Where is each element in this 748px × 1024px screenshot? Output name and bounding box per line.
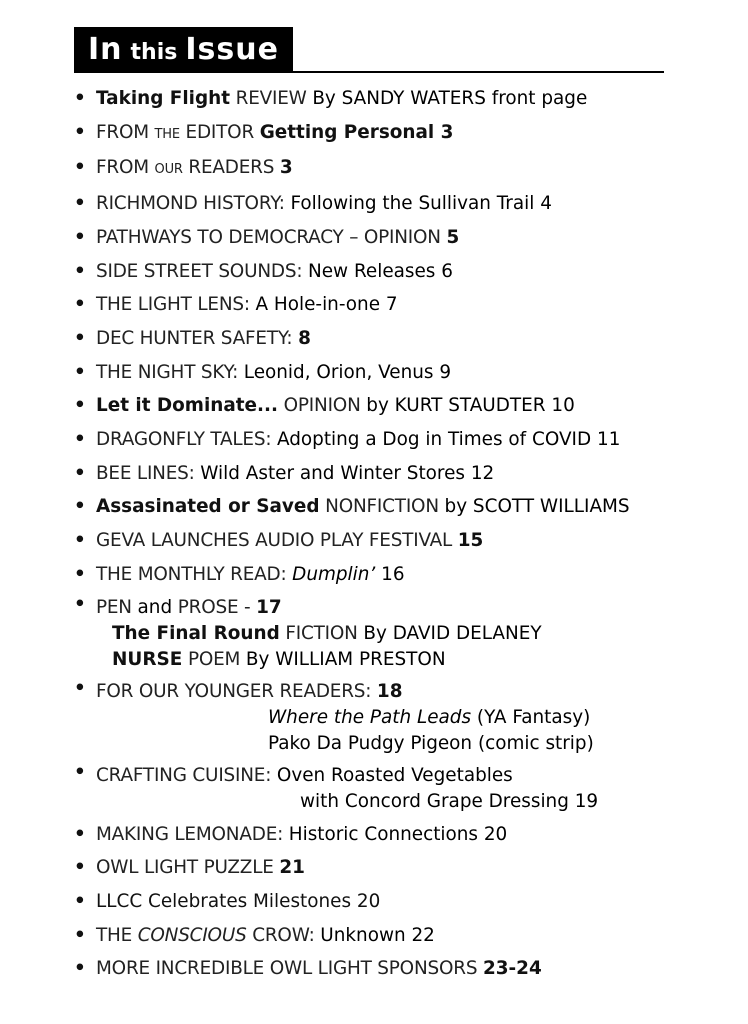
toc-detail: Unknown 22 [320, 924, 435, 946]
toc-title-italic: Where the Path Leads [268, 706, 472, 728]
toc-section: PROSE - [172, 596, 257, 618]
toc-detail: By SANDY WATERS front page [312, 88, 588, 109]
toc-section-small: THE [154, 126, 180, 142]
toc-title: Let it Dominate... [96, 395, 278, 417]
bullet: • [74, 593, 86, 615]
toc-item[interactable] [74, 255, 694, 289]
toc-section: CRAFTING CUISINE: [96, 764, 277, 786]
toc-title: NURSE [112, 648, 183, 670]
header-word-issue: Issue [185, 31, 279, 67]
toc-detail: Adopting a Dog in Times of COVID 11 [276, 429, 621, 451]
toc-section: THE LIGHT LENS: [96, 294, 256, 316]
toc-section: REVIEW [230, 88, 313, 109]
bullet: • [74, 88, 86, 109]
toc-section: FICTION [279, 622, 364, 644]
toc-detail: Wild Aster and Winter Stores 12 [200, 462, 495, 484]
toc-page: 23-24 [482, 958, 542, 980]
bullet: • [74, 121, 86, 143]
toc-section: RICHMOND HISTORY: [96, 193, 291, 215]
toc-item[interactable] [74, 82, 694, 116]
bullet: • [74, 193, 86, 215]
toc-detail: By DAVID DELANEY [363, 622, 542, 644]
toc-detail: by SCOTT WILLIAMS [444, 496, 630, 518]
toc-section: DRAGONFLY TALES: [96, 429, 277, 451]
toc-section: READERS [182, 157, 280, 179]
toc-title: The Final Round [112, 622, 280, 644]
toc-section: FROM [96, 121, 155, 143]
toc-item[interactable] [74, 818, 694, 852]
toc-section: FOR OUR YOUNGER READERS: [96, 680, 377, 702]
toc-subitem[interactable] [96, 789, 694, 815]
toc-item[interactable] [74, 116, 694, 152]
bullet: • [74, 429, 86, 451]
toc-item[interactable] [74, 490, 694, 524]
issue-header [74, 27, 293, 71]
toc-detail: (YA Fantasy) [471, 706, 591, 728]
toc-detail: A Hole-in-one 7 [255, 294, 398, 316]
table-of-contents [74, 82, 694, 986]
bullet: • [74, 677, 86, 699]
toc-detail: Following the Sullivan Trail 4 [290, 193, 552, 215]
toc-section: FROM [96, 157, 155, 179]
bullet: • [74, 761, 86, 783]
toc-subitem[interactable] [96, 647, 694, 673]
toc-item[interactable] [74, 151, 694, 187]
toc-page: 21 [279, 857, 305, 879]
toc-page: 15 [457, 530, 484, 552]
toc-section: POEM [182, 648, 246, 670]
toc-detail: by KURT STAUDTER 10 [366, 395, 575, 417]
toc-section: PEN [96, 596, 138, 618]
toc-section: BEE LINES: [96, 462, 201, 484]
toc-item[interactable] [74, 423, 694, 457]
bullet: • [74, 563, 86, 585]
toc-section: THE MONTHLY READ: [96, 563, 293, 585]
toc-detail: Oven Roasted Vegetables [276, 764, 513, 786]
toc-page: 16 [375, 563, 405, 585]
toc-detail: New Releases 6 [307, 260, 453, 282]
toc-detail: Pako Da Pudgy Pigeon (comic strip) [268, 732, 594, 754]
bullet: • [74, 924, 86, 946]
toc-item[interactable] [74, 592, 694, 676]
toc-section: EDITOR [179, 121, 260, 143]
toc-item[interactable] [74, 389, 694, 423]
bullet: • [74, 530, 86, 552]
bullet: • [74, 462, 86, 484]
toc-section: MAKING LEMONADE: [96, 823, 289, 845]
toc-detail: By WILLIAM PRESTON [245, 648, 446, 670]
toc-page: 17 [256, 596, 282, 618]
toc-item[interactable] [74, 676, 694, 760]
toc-section: DEC HUNTER SAFETY: [96, 327, 299, 349]
header-word-in: In [88, 31, 123, 67]
toc-section-italic: CONSCIOUS [137, 924, 247, 946]
toc-item[interactable] [74, 356, 694, 390]
toc-item[interactable] [74, 524, 694, 558]
toc-page: 3 [279, 157, 293, 179]
bullet: • [74, 496, 86, 518]
toc-item[interactable] [74, 457, 694, 491]
bullet: • [74, 157, 86, 179]
toc-section: OPINION [277, 395, 367, 417]
toc-item[interactable] [74, 187, 694, 221]
toc-section-small: OUR [154, 162, 183, 178]
toc-subitem[interactable] [96, 731, 694, 757]
toc-section: THE NIGHT SKY: [96, 361, 244, 383]
toc-detail: Historic Connections 20 [288, 823, 508, 845]
toc-page: 8 [298, 327, 311, 349]
toc-conjunction: and [137, 596, 173, 618]
toc-item[interactable] [74, 221, 694, 255]
header-rule [74, 71, 664, 73]
bullet: • [74, 294, 86, 316]
toc-subitem[interactable] [96, 621, 694, 647]
toc-section: MORE INCREDIBLE OWL LIGHT SPONSORS [96, 958, 483, 980]
toc-item[interactable] [74, 760, 694, 818]
toc-item[interactable] [74, 322, 694, 356]
bullet: • [74, 823, 86, 845]
toc-section: OWL LIGHT PUZZLE [96, 857, 280, 879]
bullet: • [74, 958, 86, 980]
toc-page: 5 [446, 226, 460, 248]
toc-section: THE [96, 924, 138, 946]
bullet: • [74, 395, 86, 417]
toc-item[interactable] [74, 919, 694, 953]
toc-item[interactable] [74, 885, 694, 919]
bullet: • [74, 327, 86, 349]
toc-section: GEVA LAUNCHES AUDIO PLAY FESTIVAL [96, 530, 458, 552]
toc-title: Assasinated or Saved [96, 496, 320, 518]
toc-section: CROW: [246, 924, 321, 946]
toc-item[interactable] [74, 558, 694, 592]
toc-item[interactable] [74, 288, 694, 322]
toc-detail: Leonid, Orion, Venus 9 [243, 361, 452, 383]
toc-title: Getting Personal 3 [259, 121, 454, 143]
toc-detail: with Concord Grape Dressing 19 [300, 790, 599, 812]
toc-subitem[interactable] [96, 705, 694, 731]
bullet: • [74, 226, 86, 248]
header-word-this: this [130, 39, 178, 65]
bullet: • [74, 260, 86, 282]
toc-title: Taking Flight [96, 88, 230, 109]
toc-item[interactable] [74, 952, 694, 986]
bullet: • [74, 361, 86, 383]
bullet: • [74, 890, 86, 912]
toc-section: SIDE STREET SOUNDS: [96, 260, 308, 282]
bullet: • [74, 857, 86, 879]
toc-item[interactable] [74, 851, 694, 885]
toc-page: 18 [376, 680, 403, 702]
toc-title-italic: Dumplin’ [292, 563, 376, 585]
toc-section: PATHWAYS TO DEMOCRACY – OPINION [96, 226, 447, 248]
toc-title: LLCC Celebrates Milestones 20 [96, 890, 381, 912]
toc-section: NONFICTION [319, 496, 445, 518]
